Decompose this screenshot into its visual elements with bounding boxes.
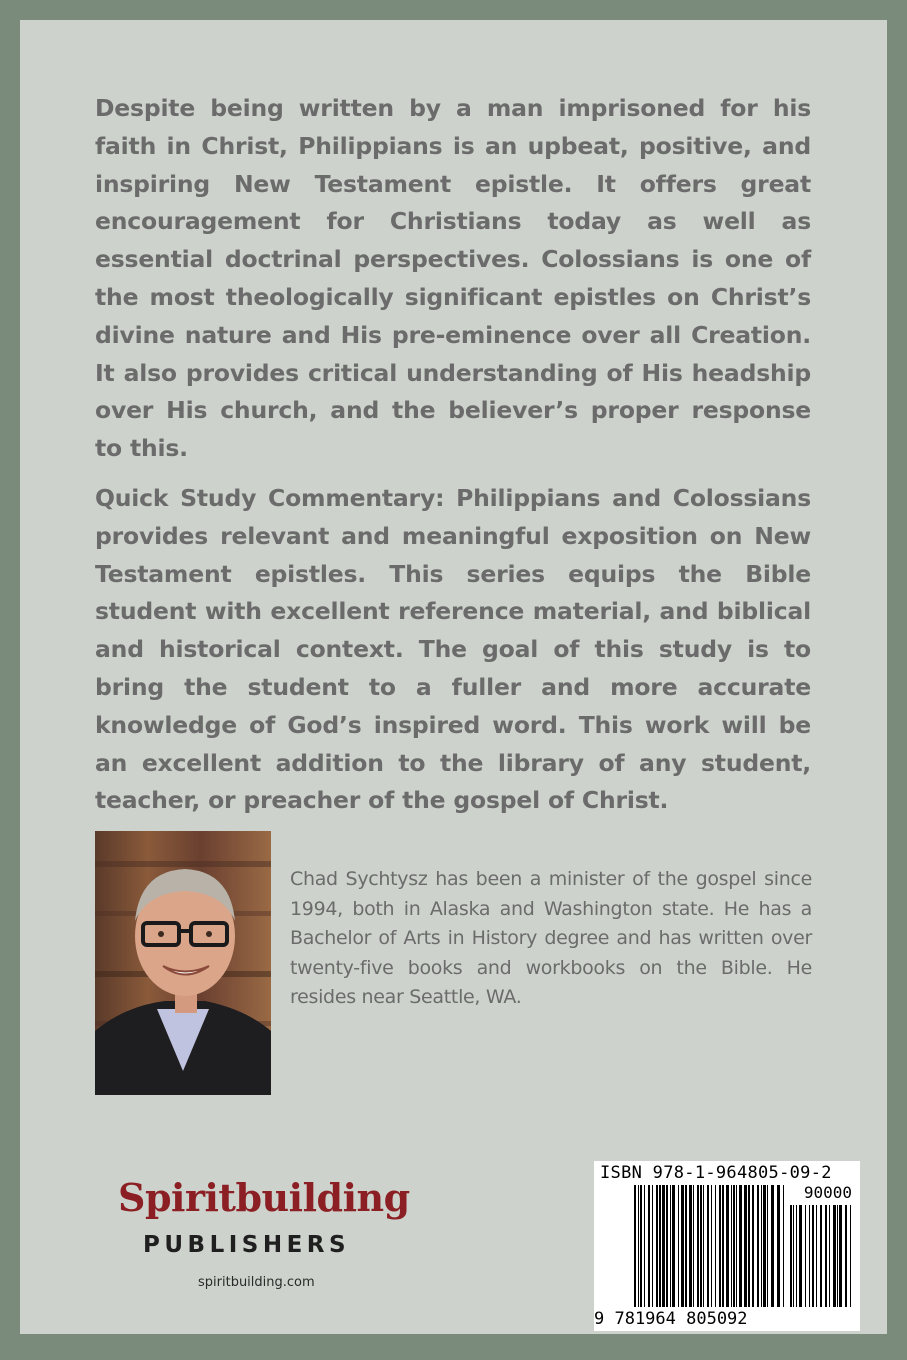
publisher-name: Spiritbuilding (118, 1175, 410, 1220)
isbn-text: ISBN 978-1-964805-09-2 (600, 1163, 832, 1183)
ean-digits: 9 781964 805092 (594, 1309, 748, 1329)
publisher-url: spiritbuilding.com (198, 1275, 315, 1290)
back-cover-panel (20, 20, 887, 1334)
barcode-addon-price: 90000 (803, 1183, 852, 1202)
author-photo (95, 831, 271, 1095)
author-bio: Chad Sychtysz has been a minister of the gospel since 1994, both in Alaska and Washington state. He has a Bachelor of Arts in History degree and has written over twenty-five books and workbooks on the Bible. He resides near Seattle, WA. (290, 868, 812, 1008)
description-paragraph-1: Despite being written by a man imprisoned for his faith in Christ, Philippians is an upbeat, positive, and inspiring New Testament epistle. It offers great encouragement for Christians today as well as essential doctrinal perspectives. Colossians is one of the most theologically significant epistles on Christ’s divine nature and His pre-eminence over all Creation. It also provides critical understanding of His headship over His church, and the believer’s proper response to this. (95, 94, 811, 463)
publisher-subtitle: PUBLISHERS (143, 1232, 351, 1258)
description-paragraph-2: Quick Study Commentary: Philippians and Colossians provides relevant and meaningful exposition on New Testament epistles. This series equips the Bible student with excellent reference material, and biblical and historical context. The goal of this study is to bring the student to a fuller and more accurate knowledge of God’s inspired word. This work will be an excellent addition to the library of any student, teacher, or preacher of the gospel of Christ. (95, 484, 811, 815)
isbn-barcode (594, 1161, 860, 1331)
barcode-bars (594, 1161, 860, 1331)
